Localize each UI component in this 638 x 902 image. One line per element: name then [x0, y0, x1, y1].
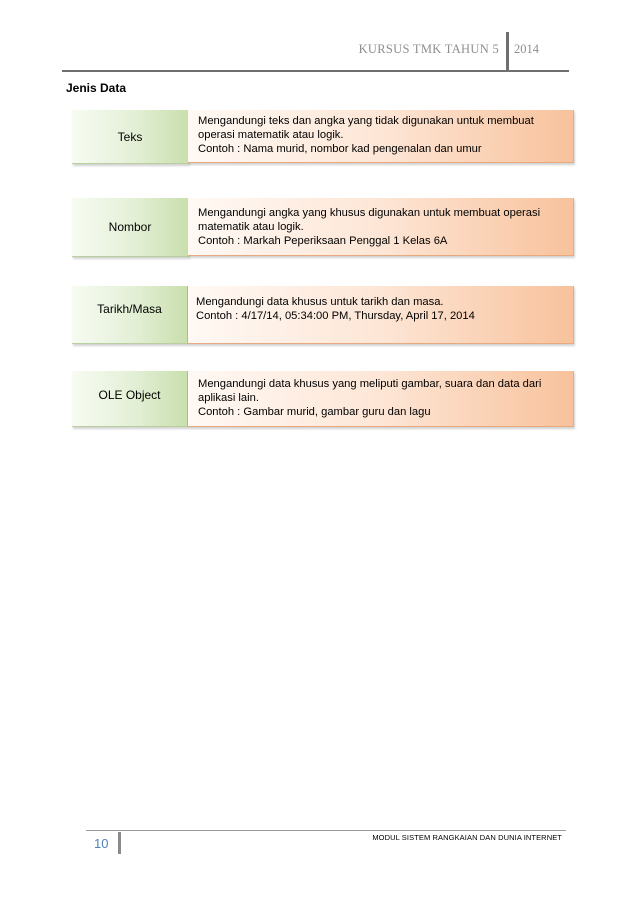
data-type-row-teks — [72, 110, 575, 163]
data-type-row-ole-object — [72, 371, 575, 427]
data-type-description — [188, 371, 574, 427]
description-example: Contoh : 4/17/14, 05:34:00 PM, Thursday, April 17, 2014 — [196, 310, 475, 322]
footer-divider — [118, 832, 121, 854]
data-type-label: OLE Object — [72, 371, 188, 427]
description-line: matematik atau logik. — [198, 221, 304, 233]
header-divider — [506, 32, 509, 70]
data-type-label: Nombor — [72, 198, 189, 257]
data-type-row-nombor — [72, 198, 575, 256]
header-year: 2014 — [514, 42, 539, 56]
page-header — [62, 30, 569, 72]
page-number: 10 — [94, 836, 109, 851]
description-line: aplikasi lain. — [198, 392, 259, 404]
module-title: MODUL SISTEM RANGKAIAN DAN DUNIA INTERNET — [372, 833, 562, 842]
data-type-description — [188, 198, 574, 256]
section-title: Jenis Data — [66, 81, 127, 95]
description-line: Mengandungi data khusus untuk tarikh dan masa. — [196, 296, 444, 308]
header-title: KURSUS TMK TAHUN 5 — [358, 42, 499, 56]
description-line: Mengandungi teks dan angka yang tidak digunakan untuk membuat — [198, 115, 534, 127]
data-type-label: Teks — [72, 110, 189, 164]
description-line: Mengandungi data khusus yang meliputi gambar, suara dan data dari — [198, 378, 542, 390]
data-type-row-tarikh-masa — [72, 286, 575, 344]
description-line: Mengandungi angka yang khusus digunakan untuk membuat operasi — [198, 207, 541, 219]
data-type-description — [188, 286, 574, 344]
description-example: Contoh : Gambar murid, gambar guru dan lagu — [198, 406, 431, 418]
description-example: Contoh : Markah Peperiksaan Penggal 1 Kelas 6A — [198, 235, 448, 247]
page-footer — [86, 830, 566, 853]
description-example: Contoh : Nama murid, nombor kad pengenalan dan umur — [198, 143, 482, 155]
data-type-label: Tarikh/Masa — [72, 286, 188, 344]
description-line: operasi matematik atau logik. — [198, 129, 344, 141]
data-type-description — [188, 110, 574, 163]
